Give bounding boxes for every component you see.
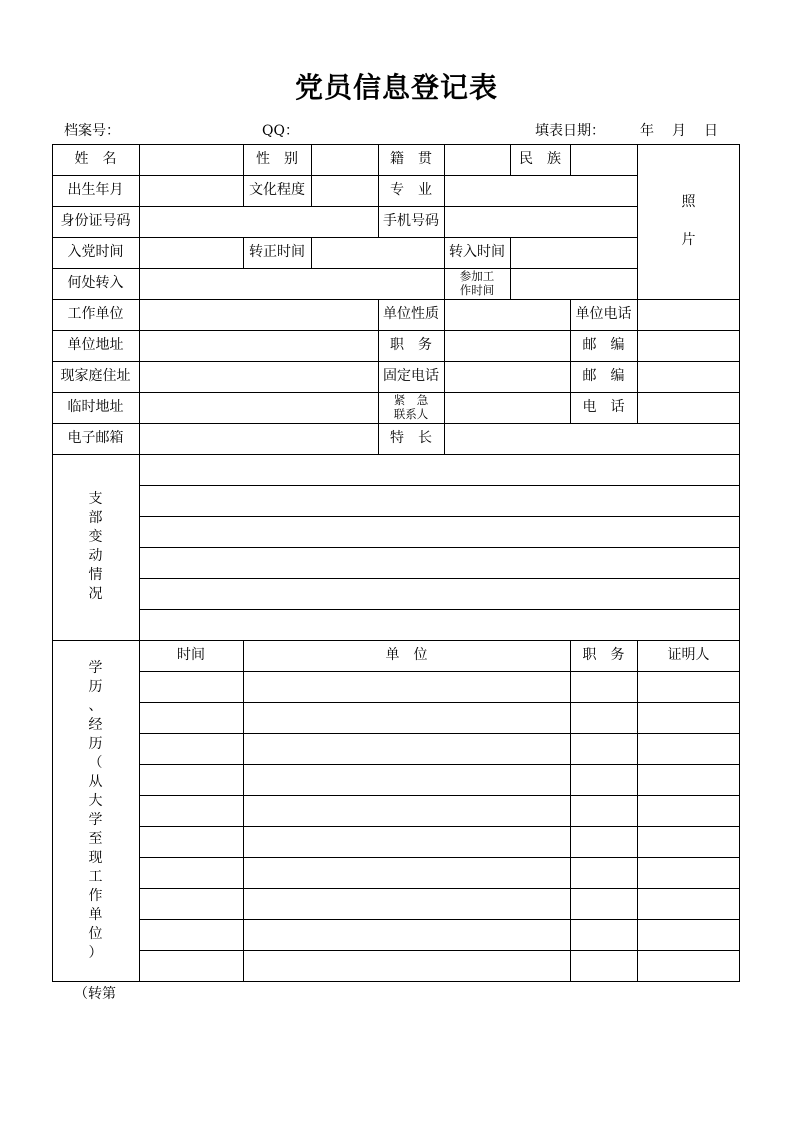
mobile-input[interactable] (445, 207, 637, 237)
native-place-input[interactable] (445, 145, 510, 175)
history-time-cell[interactable] (140, 951, 243, 981)
continued-note: （转第 (74, 986, 116, 1002)
emergency-contact-label-line2: 联系人 (393, 406, 429, 421)
history-time-cell[interactable] (140, 765, 243, 795)
email-label: 电子邮箱 (67, 430, 124, 447)
landline-label: 固定电话 (383, 368, 439, 385)
history-witness-cell[interactable] (638, 920, 739, 950)
history-position-cell[interactable] (571, 703, 637, 733)
education-history-label (52, 640, 139, 982)
education-label: 文化程度 (249, 182, 305, 199)
education-history-label-char: 工 (88, 869, 103, 885)
history-position-cell[interactable] (571, 672, 637, 702)
specialty-input[interactable] (445, 424, 739, 454)
history-col-time: 时间 (177, 647, 205, 664)
transfer-in-time-input[interactable] (511, 238, 637, 268)
day-label: 日 (704, 123, 718, 139)
branch-change-row[interactable] (140, 610, 739, 640)
employer-address-label: 单位地址 (67, 337, 124, 354)
name-input[interactable] (140, 145, 243, 175)
postcode-label-2: 邮 编 (582, 368, 625, 385)
history-witness-cell[interactable] (638, 703, 739, 733)
branch-change-label-char: 变 (88, 529, 103, 545)
work-start-time-label-line2: 作时间 (459, 282, 495, 297)
branch-change-label (52, 454, 139, 640)
history-position-cell[interactable] (571, 858, 637, 888)
emergency-contact-label-line1: 紧 急 (393, 393, 429, 408)
birth-date-input[interactable] (140, 176, 243, 206)
education-history-label-char: 经 (88, 717, 103, 733)
history-witness-cell[interactable] (638, 889, 739, 919)
education-history-label-char: 单 (88, 907, 103, 923)
history-unit-cell[interactable] (244, 672, 570, 702)
branch-change-row[interactable] (140, 579, 739, 609)
join-party-time-label: 入党时间 (67, 244, 124, 261)
native-place-label: 籍 贯 (390, 151, 432, 168)
education-history-label-char: 现 (88, 850, 103, 866)
history-time-cell[interactable] (140, 920, 243, 950)
history-col-witness: 证明人 (667, 647, 710, 664)
join-party-time-input[interactable] (140, 238, 243, 268)
history-time-cell[interactable] (140, 858, 243, 888)
archive-number-label: 档案号： (64, 123, 120, 139)
major-label: 专 业 (390, 182, 432, 199)
history-position-cell[interactable] (571, 889, 637, 919)
history-witness-cell[interactable] (638, 827, 739, 857)
history-unit-cell[interactable] (244, 734, 570, 764)
history-unit-cell[interactable] (244, 858, 570, 888)
education-history-label-char: （ (88, 755, 103, 771)
position-label: 职 务 (390, 337, 432, 354)
branch-change-label-char: 况 (88, 586, 103, 602)
work-start-time-label (444, 268, 510, 299)
employer-input[interactable] (140, 300, 378, 330)
work-start-time-input[interactable] (511, 269, 637, 299)
education-history-label-char: ） (88, 945, 103, 961)
history-unit-cell[interactable] (244, 920, 570, 950)
formal-member-time-label: 转正时间 (249, 244, 305, 261)
education-history-label-char: 大 (88, 793, 103, 809)
education-history-label-char: 、 (88, 698, 103, 714)
history-witness-cell[interactable] (638, 858, 739, 888)
education-history-label-char: 学 (88, 660, 103, 676)
branch-change-row[interactable] (140, 486, 739, 516)
postcode-input-2[interactable] (638, 362, 739, 392)
history-witness-cell[interactable] (638, 765, 739, 795)
history-unit-cell[interactable] (244, 889, 570, 919)
branch-change-label-char: 动 (88, 548, 103, 564)
education-history-label-char: 从 (88, 774, 103, 790)
history-witness-cell[interactable] (638, 734, 739, 764)
history-unit-cell[interactable] (244, 703, 570, 733)
home-address-input[interactable] (140, 362, 378, 392)
position-input[interactable] (445, 331, 570, 361)
history-time-cell[interactable] (140, 734, 243, 764)
month-label: 月 (672, 123, 686, 139)
landline-input[interactable] (445, 362, 570, 392)
education-input[interactable] (312, 176, 378, 206)
form-title: 党员信息登记表 (294, 71, 498, 104)
history-witness-cell[interactable] (638, 951, 739, 981)
phone-label: 电 话 (582, 399, 625, 416)
formal-member-time-input[interactable] (312, 238, 444, 268)
education-history-label-char: 学 (88, 812, 103, 828)
home-address-label: 现家庭住址 (60, 368, 131, 385)
emergency-contact-input[interactable] (445, 393, 570, 423)
history-witness-cell[interactable] (638, 672, 739, 702)
phone-input[interactable] (638, 393, 739, 423)
education-history-label-char: 至 (88, 831, 103, 847)
photo-label-2: 片 (681, 231, 696, 248)
mobile-label: 手机号码 (383, 213, 439, 230)
ethnicity-input[interactable] (571, 145, 637, 175)
id-number-input[interactable] (140, 207, 378, 237)
employer-address-input[interactable] (140, 331, 378, 361)
branch-change-label-char: 部 (88, 510, 103, 526)
history-unit-cell[interactable] (244, 765, 570, 795)
history-position-cell[interactable] (571, 920, 637, 950)
history-witness-cell[interactable] (638, 796, 739, 826)
postcode-label-1: 邮 编 (582, 337, 625, 354)
email-input[interactable] (140, 424, 378, 454)
major-input[interactable] (445, 176, 637, 206)
id-number-label: 身份证号码 (60, 213, 131, 230)
photo-label-1: 照 (681, 193, 696, 210)
emergency-contact-label (378, 392, 444, 423)
employer-type-label: 单位性质 (383, 306, 439, 323)
employer-label: 工作单位 (67, 306, 124, 323)
history-position-cell[interactable] (571, 827, 637, 857)
temp-address-input[interactable] (140, 393, 378, 423)
year-label: 年 (640, 123, 654, 139)
name-label: 姓 名 (74, 151, 117, 168)
ethnicity-label: 民 族 (519, 151, 561, 168)
employer-phone-input[interactable] (638, 300, 739, 330)
education-history-label-char: 作 (88, 888, 103, 904)
history-position-cell[interactable] (571, 951, 637, 981)
transfer-from-label: 何处转入 (67, 275, 124, 292)
history-unit-cell[interactable] (244, 827, 570, 857)
branch-change-label-char: 支 (88, 491, 103, 507)
history-unit-cell[interactable] (244, 951, 570, 981)
history-col-position: 职 务 (582, 647, 625, 664)
history-time-cell[interactable] (140, 796, 243, 826)
history-unit-cell[interactable] (244, 796, 570, 826)
temp-address-label: 临时地址 (67, 399, 124, 416)
gender-label: 性 别 (256, 151, 298, 168)
fill-date-label: 填表日期： (535, 123, 605, 139)
employer-phone-label: 单位电话 (575, 306, 632, 323)
education-history-label-char: 历 (88, 736, 103, 752)
transfer-from-input[interactable] (140, 269, 444, 299)
history-position-cell[interactable] (571, 796, 637, 826)
qq-label: QQ： (262, 123, 299, 139)
work-start-time-label-line1: 参加工 (459, 269, 495, 284)
transfer-in-time-label: 转入时间 (449, 244, 505, 261)
branch-change-row[interactable] (140, 548, 739, 578)
history-col-unit: 单 位 (385, 647, 428, 664)
branch-change-row[interactable] (140, 455, 739, 485)
photo-area[interactable] (638, 145, 739, 299)
history-time-cell[interactable] (140, 889, 243, 919)
specialty-label: 特 长 (390, 430, 432, 447)
history-time-cell[interactable] (140, 672, 243, 702)
history-time-cell[interactable] (140, 827, 243, 857)
birth-date-label: 出生年月 (67, 182, 124, 199)
education-history-label-char: 历 (88, 679, 103, 695)
history-position-cell[interactable] (571, 734, 637, 764)
branch-change-label-char: 情 (88, 567, 103, 583)
education-history-label-char: 位 (88, 926, 103, 942)
employer-type-input[interactable] (445, 300, 570, 330)
gender-input[interactable] (312, 145, 378, 175)
history-position-cell[interactable] (571, 765, 637, 795)
branch-change-row[interactable] (140, 517, 739, 547)
history-time-cell[interactable] (140, 703, 243, 733)
postcode-input-1[interactable] (638, 331, 739, 361)
